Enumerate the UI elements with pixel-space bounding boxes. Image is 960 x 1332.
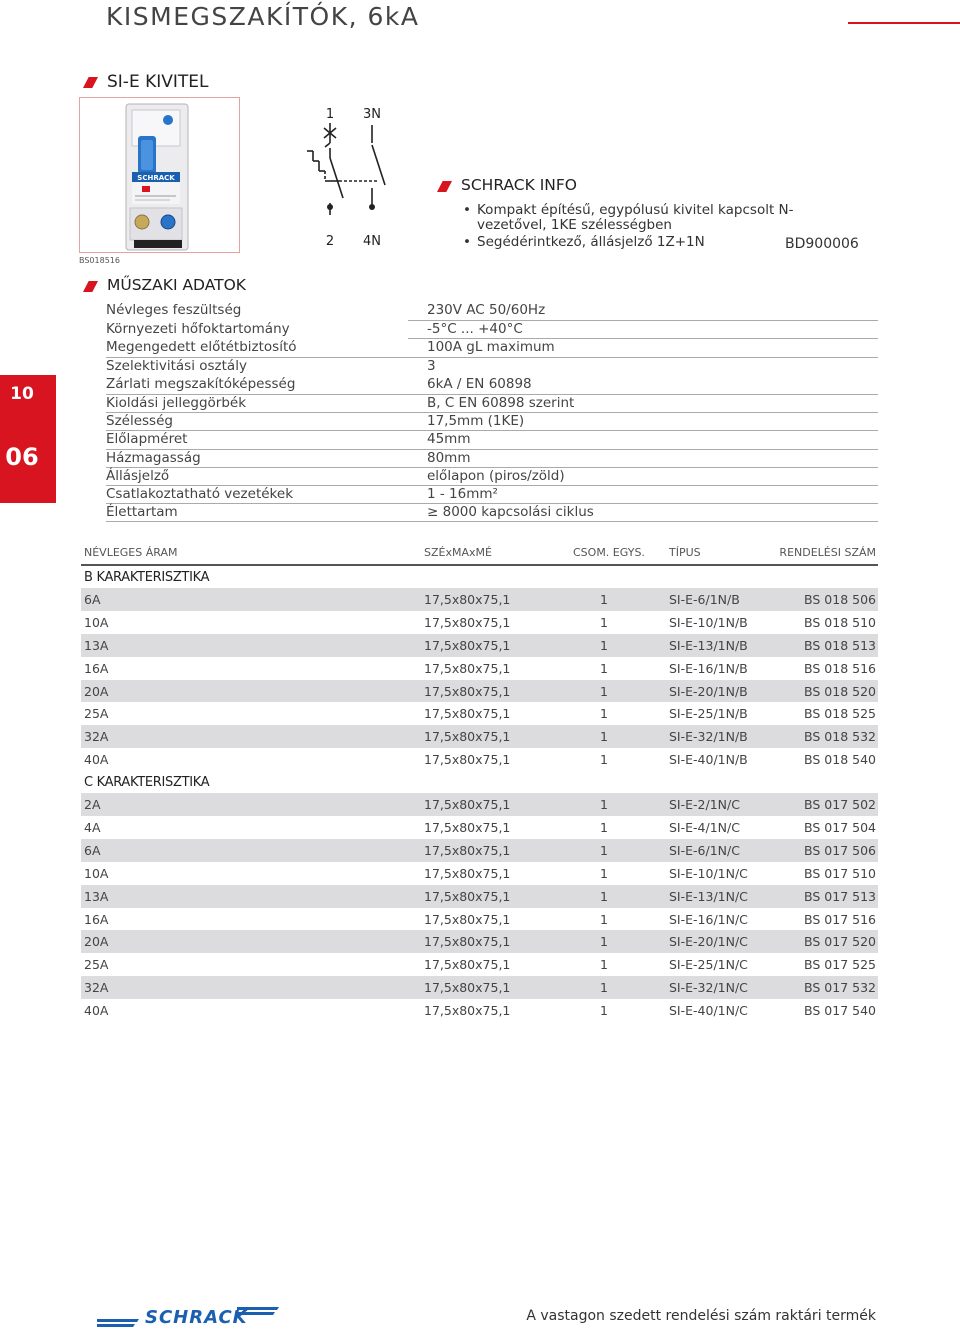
header-order-number: RENDELÉSI SZÁM <box>779 546 876 559</box>
cell-pack-unit: 1 <box>600 865 608 881</box>
tech-value: 80mm <box>427 449 471 466</box>
cell-pack-unit: 1 <box>600 957 608 973</box>
tech-row <box>106 394 878 413</box>
cell-pack-unit: 1 <box>600 820 608 836</box>
table-row <box>81 634 878 657</box>
tech-value: ≥ 8000 kapcsolási ciklus <box>427 504 594 521</box>
table-row <box>81 862 878 885</box>
cell-rated-current: 16A <box>84 911 109 927</box>
cell-type: SI-E-16/1N/C <box>669 911 748 927</box>
cell-order-number: BS 017 525 <box>804 957 876 973</box>
cell-rated-current: 10A <box>84 865 109 881</box>
info-item: • Segédérintkező, állásjelző 1Z+1N <box>460 235 857 250</box>
cell-rated-current: 25A <box>84 706 109 722</box>
info-item: • Kompakt építésű, egypólusú kivitel kapcsolt N-vezetővel, 1KE szélességben <box>460 203 857 233</box>
group-title-b <box>81 566 878 588</box>
tech-value: 3 <box>427 357 436 374</box>
cell-pack-unit: 1 <box>600 752 608 768</box>
table-row <box>81 611 878 634</box>
cell-dimensions: 17,5x80x75,1 <box>424 842 511 858</box>
cell-dimensions: 17,5x80x75,1 <box>424 934 511 950</box>
tech-label: Élettartam <box>106 504 178 521</box>
cell-order-number: BS 018 506 <box>804 592 876 607</box>
cell-pack-unit: 1 <box>600 592 608 607</box>
tech-value: 230V AC 50/60Hz <box>427 302 546 318</box>
table-row <box>81 702 878 725</box>
table-row <box>81 953 878 976</box>
cell-rated-current: 6A <box>84 592 101 607</box>
cell-type: SI-E-25/1N/C <box>669 957 748 973</box>
tech-row <box>106 358 878 376</box>
cell-dimensions: 17,5x80x75,1 <box>424 865 511 881</box>
cell-type: SI-E-16/1N/B <box>669 660 748 676</box>
tech-data-list <box>106 302 878 522</box>
cell-type: SI-E-10/1N/B <box>669 614 748 630</box>
tech-label: Állásjelző <box>106 467 170 484</box>
cell-rated-current: 4A <box>84 820 101 836</box>
tech-value: 17,5mm (1KE) <box>427 413 525 430</box>
table-row <box>81 885 878 908</box>
cell-order-number: BS 018 520 <box>804 683 876 699</box>
cell-pack-unit: 1 <box>600 797 608 813</box>
cell-pack-unit: 1 <box>600 614 608 630</box>
header-dimensions: SZÉxMAxMÉ <box>424 546 492 559</box>
table-header <box>81 542 878 566</box>
logo-graphic <box>97 1304 279 1328</box>
section-marker-icon <box>83 281 98 292</box>
table-row <box>81 680 878 703</box>
table-row <box>81 725 878 748</box>
header-rated-current: NÉVLEGES ÁRAM <box>84 546 178 559</box>
cell-order-number: BS 018 525 <box>804 706 876 722</box>
tech-value: 1 - 16mm² <box>427 485 498 502</box>
cell-dimensions: 17,5x80x75,1 <box>424 820 511 836</box>
terminal-3n-label: 3N <box>363 107 381 122</box>
switch-symbol-diagram <box>295 103 415 253</box>
cell-rated-current: 32A <box>84 729 109 745</box>
cell-rated-current: 6A <box>84 842 101 858</box>
table-row <box>81 999 878 1022</box>
cell-type: SI-E-32/1N/C <box>669 980 748 996</box>
title-accent-line <box>848 22 960 24</box>
section-title-kivitel-text: SI-E KIVITEL <box>107 72 209 92</box>
cell-type: SI-E-32/1N/B <box>669 729 748 745</box>
tech-value: B, C EN 60898 szerint <box>427 394 575 411</box>
tech-value: 100A gL maximum <box>427 339 555 356</box>
cell-type: SI-E-20/1N/C <box>669 934 748 950</box>
cell-type: SI-E-25/1N/B <box>669 706 748 722</box>
cell-order-number: BS 017 502 <box>804 797 876 813</box>
group-b-rows <box>81 588 878 771</box>
table-row <box>81 816 878 839</box>
cell-pack-unit: 1 <box>600 706 608 722</box>
cell-dimensions: 17,5x80x75,1 <box>424 706 511 722</box>
header-pack-unit: CSOM. EGYS. <box>573 546 645 559</box>
tech-value: -5°C ... +40°C <box>427 321 523 338</box>
tech-label: Környezeti hőfoktartomány <box>106 321 290 338</box>
product-code: BS018516 <box>79 256 120 265</box>
cell-order-number: BS 018 532 <box>804 729 876 745</box>
table-row <box>81 793 878 816</box>
tech-label: Szelektivitási osztály <box>106 357 247 374</box>
table-row <box>81 930 878 953</box>
tech-value: 45mm <box>427 431 471 448</box>
cell-rated-current: 13A <box>84 637 109 653</box>
cell-dimensions: 17,5x80x75,1 <box>424 683 511 699</box>
table-row <box>81 657 878 680</box>
tech-row <box>106 320 878 339</box>
cell-order-number: BS 017 506 <box>804 842 876 858</box>
tech-row <box>106 339 878 357</box>
cell-dimensions: 17,5x80x75,1 <box>424 592 511 607</box>
tech-row <box>106 486 878 504</box>
cell-order-number: BS 017 504 <box>804 820 876 836</box>
cell-order-number: BS 018 540 <box>804 752 876 768</box>
cell-type: SI-E-13/1N/C <box>669 888 748 904</box>
table-row <box>81 976 878 999</box>
terminal-2-label: 2 <box>325 234 335 249</box>
tech-label: Megengedett előtétbiztosító <box>106 339 297 356</box>
cell-dimensions: 17,5x80x75,1 <box>424 752 511 768</box>
cell-pack-unit: 1 <box>600 637 608 653</box>
cell-type: SI-E-10/1N/C <box>669 865 748 881</box>
page-title: KISMEGSZAKÍTÓK, 6kA <box>106 2 420 31</box>
cell-order-number: BS 017 513 <box>804 888 876 904</box>
cell-order-number: BS 017 510 <box>804 865 876 881</box>
cell-order-number: BS 018 516 <box>804 660 876 676</box>
tech-row <box>106 450 878 468</box>
table-row <box>81 839 878 862</box>
cell-pack-unit: 1 <box>600 1003 608 1019</box>
tech-label: Előlapméret <box>106 431 188 448</box>
cell-type: SI-E-13/1N/B <box>669 637 748 653</box>
tech-row <box>106 431 878 449</box>
cell-dimensions: 17,5x80x75,1 <box>424 797 511 813</box>
section-marker-icon <box>83 77 98 88</box>
tech-row <box>106 468 878 486</box>
cell-order-number: BS 017 520 <box>804 934 876 950</box>
cell-rated-current: 13A <box>84 888 109 904</box>
cell-order-number: BS 017 516 <box>804 911 876 927</box>
section-number: 06 <box>5 443 39 471</box>
cell-pack-unit: 1 <box>600 980 608 996</box>
cell-dimensions: 17,5x80x75,1 <box>424 637 511 653</box>
cell-order-number: BS 017 532 <box>804 980 876 996</box>
cell-type: SI-E-20/1N/B <box>669 683 748 699</box>
table-row <box>81 748 878 771</box>
chapter-number: 10 <box>10 384 34 404</box>
cell-order-number: BS 018 510 <box>804 614 876 630</box>
cell-type: SI-E-6/1N/C <box>669 842 740 858</box>
cell-pack-unit: 1 <box>600 888 608 904</box>
tech-label: Szélesség <box>106 413 173 430</box>
section-title-tech-text: MŰSZAKI ADATOK <box>107 276 246 294</box>
cell-dimensions: 17,5x80x75,1 <box>424 660 511 676</box>
cell-pack-unit: 1 <box>600 842 608 858</box>
cell-pack-unit: 1 <box>600 729 608 745</box>
cell-rated-current: 40A <box>84 1003 109 1019</box>
group-title-text: B KARAKTERISZTIKA <box>84 570 210 585</box>
cell-dimensions: 17,5x80x75,1 <box>424 614 511 630</box>
tech-label: Házmagasság <box>106 449 201 466</box>
cell-order-number: BS 017 540 <box>804 1003 876 1019</box>
tech-value: 6kA / EN 60898 <box>427 375 532 392</box>
footer-note: A vastagon szedett rendelési szám raktári termék <box>526 1308 876 1324</box>
cell-dimensions: 17,5x80x75,1 <box>424 957 511 973</box>
section-marker-icon <box>437 181 452 192</box>
cell-type: SI-E-4/1N/C <box>669 820 740 836</box>
table-row <box>81 588 878 611</box>
product-image <box>79 97 240 253</box>
terminal-1-label: 1 <box>325 107 335 122</box>
tech-label: Névleges feszültség <box>106 302 242 318</box>
circuit-breaker-illustration <box>80 98 239 252</box>
cell-dimensions: 17,5x80x75,1 <box>424 911 511 927</box>
cell-rated-current: 2A <box>84 797 101 813</box>
tech-value: előlapon (piros/zöld) <box>427 467 565 484</box>
tech-row <box>106 413 878 431</box>
cell-rated-current: 25A <box>84 957 109 973</box>
cell-rated-current: 32A <box>84 980 109 996</box>
ordering-table <box>81 542 878 1022</box>
product-brand-label: SCHRACK <box>137 174 175 182</box>
cell-order-number: BS 018 513 <box>804 637 876 653</box>
cell-type: SI-E-6/1N/B <box>669 592 740 607</box>
tech-row <box>106 376 878 394</box>
group-title-text: C KARAKTERISZTIKA <box>84 775 210 791</box>
cell-pack-unit: 1 <box>600 660 608 676</box>
table-row <box>81 908 878 931</box>
cell-rated-current: 20A <box>84 934 109 950</box>
cell-dimensions: 17,5x80x75,1 <box>424 729 511 745</box>
cell-pack-unit: 1 <box>600 911 608 927</box>
group-c-rows <box>81 793 878 1022</box>
cell-type: SI-E-2/1N/C <box>669 797 740 813</box>
logo-text: SCHRACK <box>145 1307 248 1328</box>
cell-rated-current: 20A <box>84 683 109 699</box>
cell-rated-current: 40A <box>84 752 109 768</box>
tech-row <box>106 504 878 522</box>
schrack-logo <box>97 1304 279 1328</box>
accessory-code: BD900006 <box>785 236 859 252</box>
tech-label: Kioldási jelleggörbék <box>106 394 247 411</box>
terminal-4n-label: 4N <box>363 234 381 249</box>
cell-pack-unit: 1 <box>600 934 608 950</box>
cell-dimensions: 17,5x80x75,1 <box>424 888 511 904</box>
cell-type: SI-E-40/1N/C <box>669 1003 748 1019</box>
group-title-c <box>81 771 878 793</box>
cell-rated-current: 16A <box>84 660 109 676</box>
cell-pack-unit: 1 <box>600 683 608 699</box>
cell-dimensions: 17,5x80x75,1 <box>424 980 511 996</box>
cell-type: SI-E-40/1N/B <box>669 752 748 768</box>
section-title-info-text: SCHRACK INFO <box>461 176 577 194</box>
wiring-diagram <box>295 103 415 253</box>
tech-label: Csatlakoztatható vezetékek <box>106 485 294 502</box>
tech-row <box>106 302 878 320</box>
chapter-tab <box>0 375 56 503</box>
cell-dimensions: 17,5x80x75,1 <box>424 1003 511 1019</box>
header-type: TÍPUS <box>669 546 701 559</box>
cell-rated-current: 10A <box>84 614 109 630</box>
tech-label: Zárlati megszakítóképesség <box>106 375 296 392</box>
